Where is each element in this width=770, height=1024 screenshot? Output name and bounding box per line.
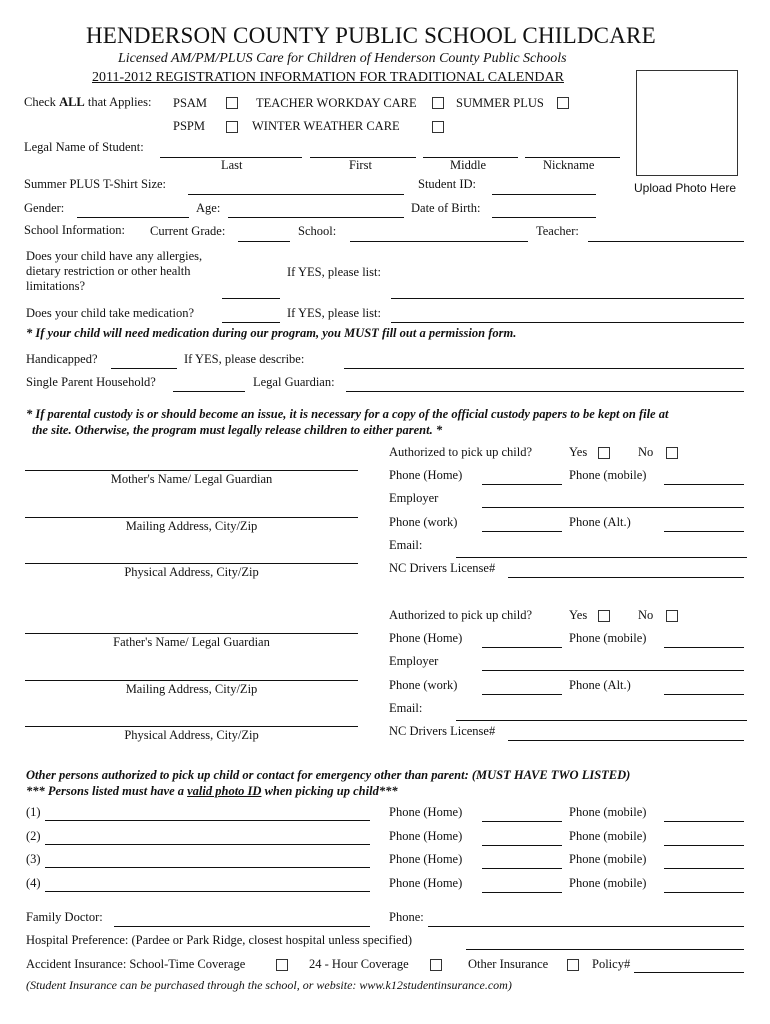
- family-doctor-label: Family Doctor:: [26, 910, 103, 924]
- father-license-label: NC Drivers License#: [389, 724, 496, 738]
- father-no-checkbox[interactable]: [666, 610, 678, 622]
- doctor-phone-label: Phone:: [389, 910, 424, 924]
- father-mailing-caption: Mailing Address, City/Zip: [125, 682, 258, 696]
- student-id-field[interactable]: [492, 194, 596, 195]
- others-heading: Other persons authorized to pick up child or contact for emergency other than parent: (MUST HAVE TWO LISTED): [26, 768, 631, 782]
- policy-field[interactable]: [634, 972, 744, 973]
- allergies-list-field[interactable]: [391, 298, 744, 299]
- gender-label: Gender:: [24, 201, 65, 215]
- handicapped-describe-label: If YES, please describe:: [184, 352, 305, 366]
- father-no-label: No: [638, 608, 654, 622]
- mother-phone-mobile-field[interactable]: [664, 484, 744, 485]
- handicapped-field[interactable]: [111, 368, 177, 369]
- nickname-caption: Nickname: [543, 158, 595, 172]
- psam-label: PSAM: [173, 96, 208, 110]
- check-all-emphasis: ALL: [59, 95, 85, 109]
- pspm-label: PSPM: [173, 119, 205, 133]
- photo-id-note-prefix: *** Persons listed must have a: [26, 784, 188, 798]
- mother-phone-home-field[interactable]: [482, 484, 562, 485]
- tshirt-label: Summer PLUS T-Shirt Size:: [24, 177, 167, 191]
- medication-answer-field[interactable]: [222, 322, 280, 323]
- father-license-field[interactable]: [508, 740, 744, 741]
- mother-phone-alt-field[interactable]: [664, 531, 744, 532]
- contact-number: (3): [26, 852, 41, 866]
- teacher-label: Teacher:: [536, 224, 579, 238]
- contact-phone-home-field[interactable]: [482, 868, 562, 869]
- mother-yes-checkbox[interactable]: [598, 447, 610, 459]
- father-authorized-label: Authorized to pick up child?: [389, 608, 533, 622]
- registration-heading: 2011-2012 REGISTRATION INFORMATION FOR TRADITIONAL CALENDAR: [92, 70, 564, 85]
- single-parent-field[interactable]: [173, 391, 245, 392]
- father-phone-alt-label: Phone (Alt.): [569, 678, 631, 692]
- allergies-question-2: dietary restriction or other health: [26, 264, 191, 278]
- mother-phone-work-label: Phone (work): [389, 515, 458, 529]
- contact-phone-home-field[interactable]: [482, 892, 562, 893]
- father-phone-home-label: Phone (Home): [389, 631, 463, 645]
- mother-physical-field[interactable]: [25, 563, 358, 564]
- contact-phone-home-label: Phone (Home): [389, 852, 463, 866]
- check-prefix: Check: [24, 95, 60, 109]
- form-subtitle: Licensed AM/PM/PLUS Care for Children of Henderson County Public Schools: [118, 51, 567, 66]
- handicapped-describe-field[interactable]: [344, 368, 744, 369]
- father-yes-label: Yes: [569, 608, 588, 622]
- hour24-coverage-checkbox[interactable]: [430, 959, 442, 971]
- father-phone-home-field[interactable]: [482, 647, 562, 648]
- pspm-checkbox[interactable]: [226, 121, 238, 133]
- photo-upload-label: Upload Photo Here: [634, 181, 737, 195]
- student-id-label: Student ID:: [418, 177, 476, 191]
- medication-question: Does your child take medication?: [26, 306, 194, 320]
- father-phone-mobile-label: Phone (mobile): [569, 631, 647, 645]
- father-phone-alt-field[interactable]: [664, 694, 744, 695]
- father-phone-work-field[interactable]: [482, 694, 562, 695]
- single-parent-label: Single Parent Household?: [26, 375, 156, 389]
- contact-phone-mobile-label: Phone (mobile): [569, 829, 647, 843]
- winter-weather-checkbox[interactable]: [432, 121, 444, 133]
- mother-phone-work-field[interactable]: [482, 531, 562, 532]
- school-time-coverage-checkbox[interactable]: [276, 959, 288, 971]
- tshirt-field[interactable]: [188, 194, 404, 195]
- form-title: HENDERSON COUNTY PUBLIC SCHOOL CHILDCARE: [86, 23, 656, 48]
- contact-phone-home-field[interactable]: [482, 821, 562, 822]
- contact-number: (1): [26, 805, 41, 819]
- father-phone-mobile-field[interactable]: [664, 647, 744, 648]
- winter-weather-label: WINTER WEATHER CARE: [252, 119, 400, 133]
- father-yes-checkbox[interactable]: [598, 610, 610, 622]
- father-employer-field[interactable]: [482, 670, 744, 671]
- mother-no-label: No: [638, 445, 654, 459]
- hospital-preference-label: Hospital Preference: (Pardee or Park Ridge, closest hospital unless specified): [26, 933, 412, 947]
- current-grade-label: Current Grade:: [150, 224, 226, 238]
- father-physical-caption: Physical Address, City/Zip: [124, 728, 259, 742]
- legal-name-label: Legal Name of Student:: [24, 140, 144, 154]
- father-name-field[interactable]: [25, 633, 358, 634]
- mother-phone-mobile-label: Phone (mobile): [569, 468, 647, 482]
- contact-phone-mobile-field[interactable]: [664, 892, 744, 893]
- photo-id-note-emphasis: valid photo ID: [187, 784, 262, 798]
- psam-checkbox[interactable]: [226, 97, 238, 109]
- mother-mailing-caption: Mailing Address, City/Zip: [125, 519, 258, 533]
- contact-phone-mobile-label: Phone (mobile): [569, 876, 647, 890]
- contact-name-field[interactable]: [45, 867, 370, 868]
- father-name-caption: Father's Name/ Legal Guardian: [113, 635, 270, 649]
- school-label: School:: [298, 224, 337, 238]
- photo-id-note: [26, 785, 398, 798]
- legal-guardian-label: Legal Guardian:: [253, 375, 335, 389]
- medication-list-field[interactable]: [391, 322, 744, 323]
- custody-note-line-2: the site. Otherwise, the program must legally release children to either parent. *: [32, 423, 443, 437]
- check-suffix: that Applies:: [84, 95, 152, 109]
- contact-name-field[interactable]: [45, 820, 370, 821]
- mother-authorized-label: Authorized to pick up child?: [389, 445, 533, 459]
- mother-no-checkbox[interactable]: [666, 447, 678, 459]
- contact-phone-home-label: Phone (Home): [389, 805, 463, 819]
- teacher-workday-checkbox[interactable]: [432, 97, 444, 109]
- contact-phone-mobile-label: Phone (mobile): [569, 852, 647, 866]
- contact-number: (2): [26, 829, 41, 843]
- mother-license-field[interactable]: [508, 577, 744, 578]
- age-label: Age:: [196, 201, 221, 215]
- mother-email-label: Email:: [389, 538, 423, 552]
- father-email-label: Email:: [389, 701, 423, 715]
- allergies-question-1: Does your child have any allergies,: [26, 249, 203, 263]
- legal-guardian-field[interactable]: [346, 391, 744, 392]
- mother-employer-field[interactable]: [482, 507, 744, 508]
- policy-label: Policy#: [592, 957, 631, 971]
- middle-caption: Middle: [450, 158, 487, 172]
- father-employer-label: Employer: [389, 654, 439, 668]
- father-physical-field[interactable]: [25, 726, 358, 727]
- father-email-field[interactable]: [456, 720, 747, 721]
- allergies-answer-field[interactable]: [222, 298, 280, 299]
- mother-name-field[interactable]: [25, 470, 358, 471]
- school-info-label: School Information:: [24, 223, 126, 237]
- contact-name-field[interactable]: [45, 891, 370, 892]
- photo-id-note-suffix: when picking up child***: [261, 784, 398, 798]
- contact-phone-mobile-field[interactable]: [664, 868, 744, 869]
- mother-name-caption: Mother's Name/ Legal Guardian: [110, 472, 273, 486]
- contact-phone-home-label: Phone (Home): [389, 829, 463, 843]
- father-mailing-field[interactable]: [25, 680, 358, 681]
- custody-note-line-1: * If parental custody is or should become an issue, it is necessary for a copy of the official custody papers to be kept on file at: [26, 407, 669, 421]
- school-field[interactable]: [350, 241, 528, 242]
- teacher-field[interactable]: [588, 241, 744, 242]
- medication-note: * If your child will need medication during our program, you MUST fill out a permission form.: [26, 326, 517, 340]
- accident-insurance-label: Accident Insurance: School-Time Coverage: [26, 957, 246, 971]
- dob-field[interactable]: [492, 217, 596, 218]
- contact-phone-mobile-field[interactable]: [664, 845, 744, 846]
- doctor-phone-field[interactable]: [428, 926, 744, 927]
- other-insurance-checkbox[interactable]: [567, 959, 579, 971]
- last-caption: Last: [221, 158, 243, 172]
- dob-label: Date of Birth:: [411, 201, 481, 215]
- other-insurance-label: Other Insurance: [468, 957, 549, 971]
- mother-phone-alt-label: Phone (Alt.): [569, 515, 631, 529]
- contact-number: (4): [26, 876, 41, 890]
- allergies-question-3: limitations?: [26, 279, 86, 293]
- mother-yes-label: Yes: [569, 445, 588, 459]
- mother-phone-home-label: Phone (Home): [389, 468, 463, 482]
- contact-phone-mobile-field[interactable]: [664, 821, 744, 822]
- allergies-list-label: If YES, please list:: [287, 265, 381, 279]
- summer-plus-label: SUMMER PLUS: [456, 96, 544, 110]
- contact-phone-mobile-label: Phone (mobile): [569, 805, 647, 819]
- mother-mailing-field[interactable]: [25, 517, 358, 518]
- father-phone-work-label: Phone (work): [389, 678, 458, 692]
- contact-phone-home-label: Phone (Home): [389, 876, 463, 890]
- medication-list-label: If YES, please list:: [287, 306, 381, 320]
- first-caption: First: [349, 158, 372, 172]
- photo-upload-box[interactable]: [636, 70, 738, 176]
- grade-field[interactable]: [238, 241, 290, 242]
- mother-email-field[interactable]: [456, 557, 747, 558]
- family-doctor-field[interactable]: [114, 926, 370, 927]
- age-field[interactable]: [228, 217, 404, 218]
- mother-license-label: NC Drivers License#: [389, 561, 496, 575]
- handicapped-label: Handicapped?: [26, 352, 98, 366]
- insurance-footer-note: (Student Insurance can be purchased through the school, or website: www.k12studentinsurance.com): [26, 978, 512, 992]
- mother-physical-caption: Physical Address, City/Zip: [124, 565, 259, 579]
- summer-plus-checkbox[interactable]: [557, 97, 569, 109]
- hour24-coverage-label: 24 - Hour Coverage: [309, 957, 409, 971]
- gender-field[interactable]: [77, 217, 189, 218]
- check-all-label: [24, 96, 151, 109]
- hospital-preference-field[interactable]: [466, 949, 744, 950]
- contact-phone-home-field[interactable]: [482, 845, 562, 846]
- teacher-workday-label: TEACHER WORKDAY CARE: [256, 96, 417, 110]
- mother-employer-label: Employer: [389, 491, 439, 505]
- contact-name-field[interactable]: [45, 844, 370, 845]
